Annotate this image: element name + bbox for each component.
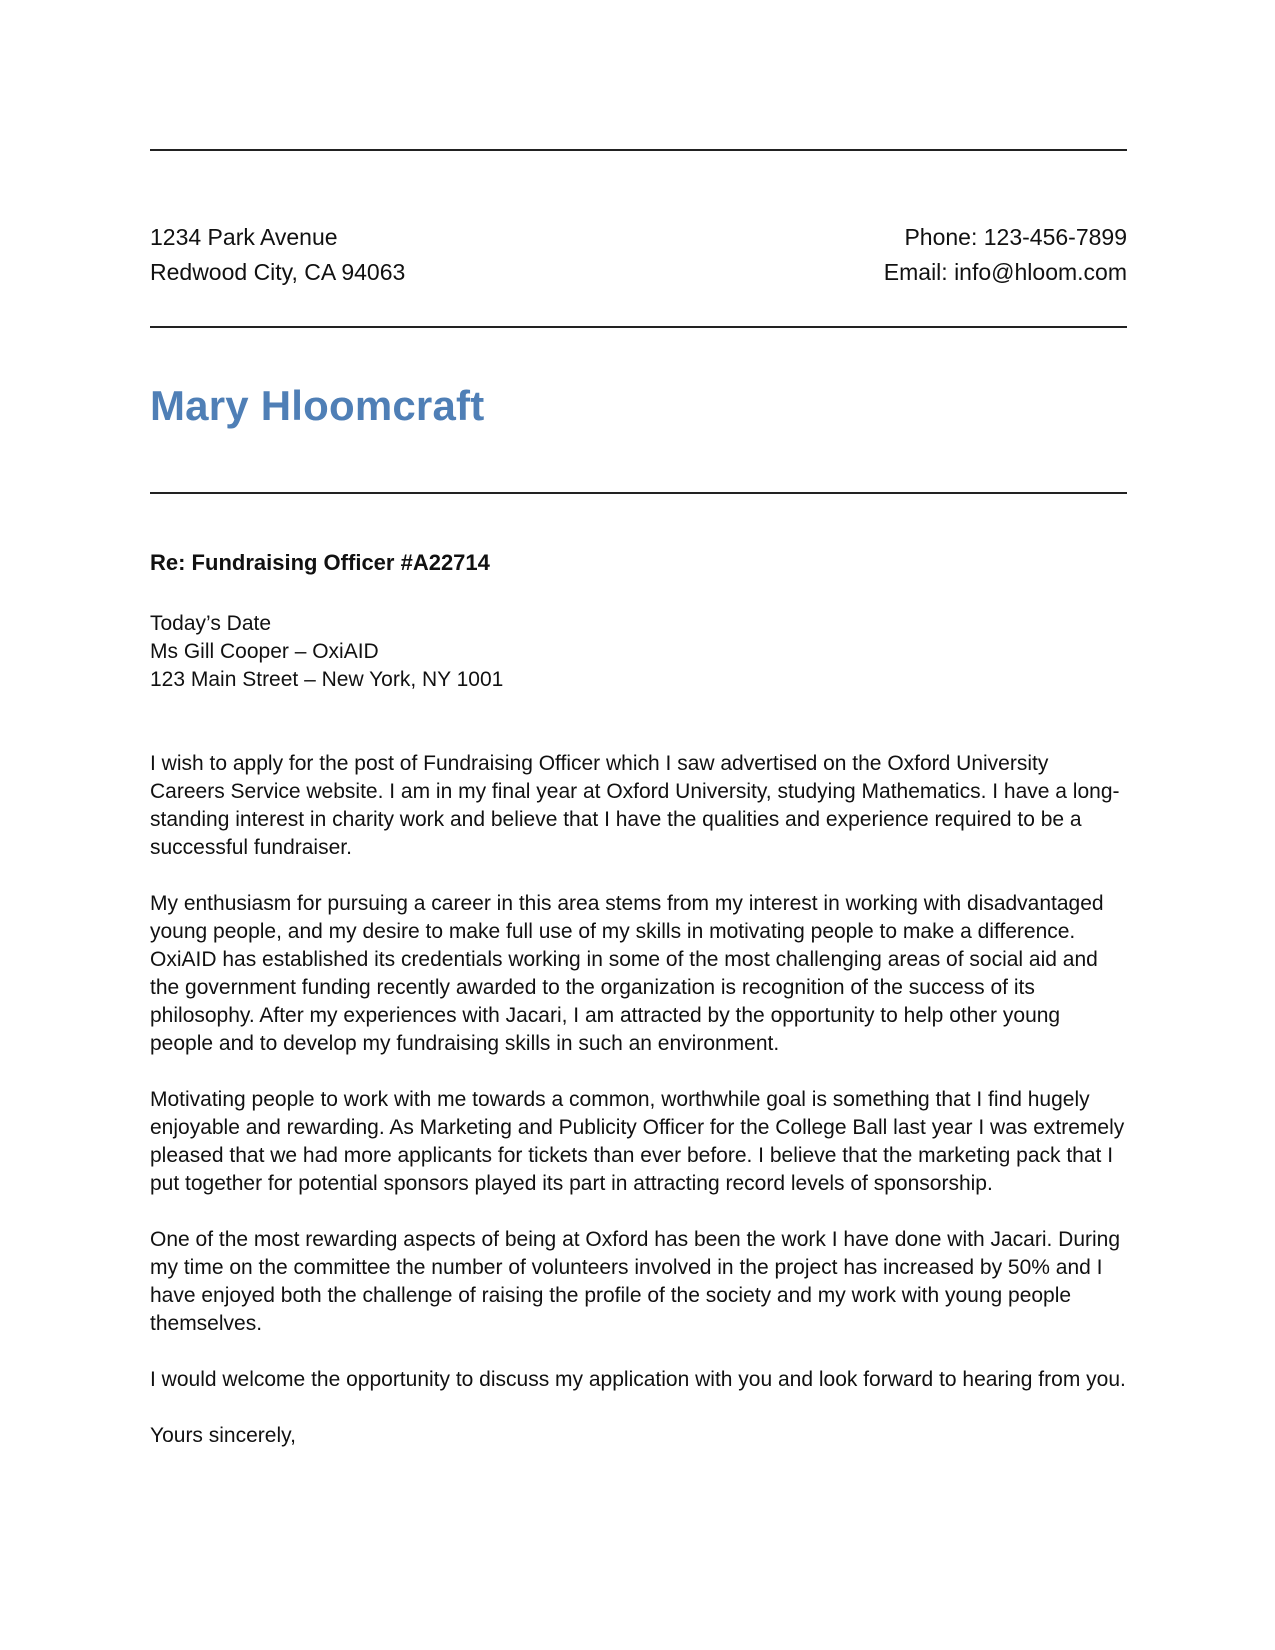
phone: Phone: 123-456-7899 <box>904 224 1127 250</box>
letter-date: Today’s Date <box>150 612 272 635</box>
paragraph: One of the most rewarding aspects of being at Oxford has been the work I have done with Jacari. During my time on the committee the number of volunteers involved in the project has increased by 50% and I have enjoyed both the challenge of raising the profile of the society and my work with young people themselves. <box>150 1228 1121 1335</box>
subject-line: Re: Fundraising Officer #A22714 <box>150 550 490 575</box>
sender-contact <box>884 220 1127 290</box>
email: Email: info@hloom.com <box>883 259 1127 285</box>
sender-name: Mary Hloomcraft <box>150 382 485 429</box>
address-line-2: Redwood City, CA 94063 <box>150 259 406 285</box>
paragraph: My enthusiasm for pursuing a career in this area stems from my interest in working with disadvantaged young people, and my desire to make full use of my skills in motivating people to make a difference. OxiAID has established its credentials working in some of the most challenging areas of social aid and the government funding recently awarded to the organization is recognition of the success of its philosophy. After my experiences with Jacari, I am attracted by the opportunity to help other young people and to develop my fundraising skills in such an environment. <box>150 892 1104 1055</box>
bottom-divider <box>150 492 1127 494</box>
letter-body <box>150 750 1127 1478</box>
recipient-name: Ms Gill Cooper – OxiAID <box>150 640 379 663</box>
recipient-block <box>150 610 503 694</box>
address-line-1: 1234 Park Avenue <box>150 224 338 250</box>
paragraph: Motivating people to work with me towards a common, worthwhile goal is something that I find hugely enjoyable and rewarding. As Marketing and Publicity Officer for the College Ball last year I was extremely pleased that we had more applicants for tickets than ever before. I believe that the marketing pack that I put together for potential sponsors played its part in attracting record levels of sponsorship. <box>150 1088 1125 1195</box>
middle-divider <box>150 326 1127 328</box>
top-divider <box>150 149 1127 151</box>
sender-address <box>150 220 405 290</box>
paragraph: I would welcome the opportunity to discuss my application with you and look forward to hearing from you. <box>150 1368 1126 1391</box>
paragraph: I wish to apply for the post of Fundraising Officer which I saw advertised on the Oxford University Careers Service website. I am in my final year at Oxford University, studying Mathematics. I have a long-standing interest in charity work and believe that I have the qualities and experience required to be a successful fundraiser. <box>150 752 1120 859</box>
recipient-address: 123 Main Street – New York, NY 1001 <box>150 668 504 691</box>
closing: Yours sincerely, <box>150 1424 296 1447</box>
letter-page <box>150 0 1127 1650</box>
